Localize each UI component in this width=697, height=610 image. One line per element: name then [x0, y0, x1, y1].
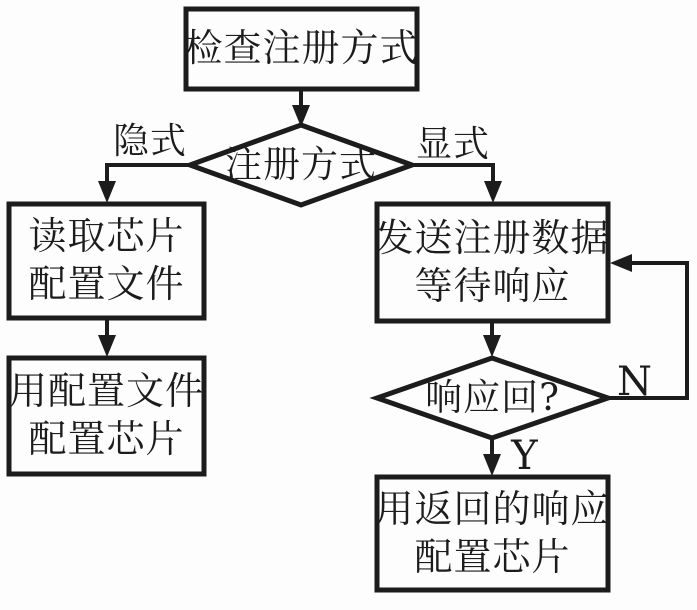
send-registration-line1: 发送注册数据 — [375, 215, 610, 260]
configure-with-file-line1: 用配置文件 — [9, 369, 205, 414]
configure-with-file-line2: 配置芯片 — [28, 417, 185, 461]
arrowhead-to-response-decision — [483, 335, 501, 357]
send-registration-label — [377, 204, 608, 321]
configure-with-response-label — [377, 477, 608, 590]
edge-explicit-branch — [412, 165, 493, 184]
method-decision-text: 注册方式 — [225, 142, 377, 186]
arrowhead-to-configure-with-response — [483, 454, 501, 476]
send-registration-line2: 等待响应 — [414, 263, 571, 308]
no-text: N — [617, 359, 653, 405]
edge-label-no — [613, 360, 657, 404]
edge-label-implicit — [110, 118, 190, 162]
read-chip-config-line2: 配置文件 — [28, 262, 185, 306]
arrowhead-to-read-chip-config — [98, 181, 116, 203]
implicit-text: 隐式 — [112, 120, 187, 162]
edge-label-explicit — [413, 121, 493, 165]
check-method-text: 检查注册方式 — [184, 26, 419, 71]
configure-with-response-line2: 配置芯片 — [414, 534, 571, 579]
arrowhead-to-configure-with-file — [98, 335, 116, 357]
response-decision-label — [377, 376, 608, 420]
configure-with-response-line1: 用返回的响应 — [375, 486, 610, 531]
edge-implicit-branch — [107, 165, 190, 184]
read-chip-config-line1: 读取芯片 — [28, 214, 185, 259]
arrowhead-to-send-registration — [484, 181, 502, 203]
explicit-text: 显式 — [415, 123, 490, 165]
yes-text: Y — [511, 433, 539, 479]
check-method-label — [186, 9, 417, 89]
arrowhead-to-method-decision — [292, 105, 310, 127]
method-decision-label — [190, 143, 412, 187]
response-decision-text: 响应回? — [425, 375, 560, 419]
configure-with-file-label — [9, 358, 204, 474]
arrowhead-feedback-into-send — [610, 254, 632, 272]
edge-label-yes — [503, 434, 547, 478]
read-chip-config-label — [9, 204, 204, 318]
